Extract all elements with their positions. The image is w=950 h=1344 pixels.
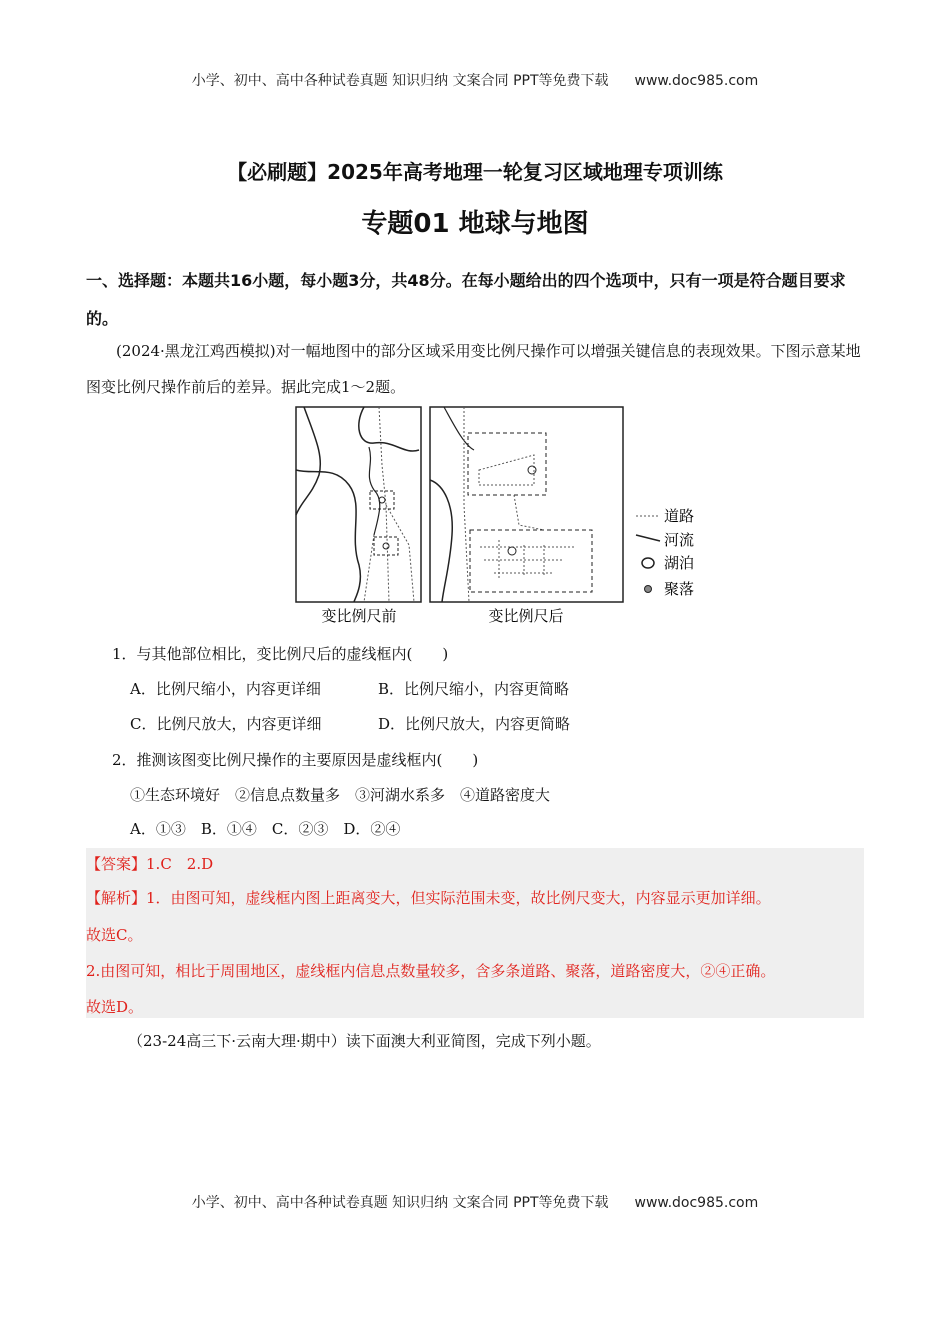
legend-river: 河流: [664, 531, 695, 549]
left-dashed-box-2: [374, 537, 398, 555]
question-1-option-a: A．比例尺缩小，内容更详细: [130, 680, 321, 698]
page-footer: [0, 1192, 950, 1212]
right-river: [444, 407, 474, 450]
right-roads-box2: [480, 540, 574, 580]
question-1-option-b: B．比例尺缩小，内容更简略: [378, 680, 570, 698]
analysis-1: 1．由图可知，虚线框内图上距离变大，但实际范围未变，故比例尺变大，内容显示更加详细。: [146, 889, 771, 907]
settlement-dot-icon: [645, 586, 652, 593]
next-question-intro: （23-24高三下·云南大理·期中）读下面澳大利亚简图，完成下列小题。: [128, 1032, 601, 1050]
left-coast: [296, 470, 360, 602]
legend-settlement: 聚落: [664, 580, 695, 598]
right-roads-box1: [479, 455, 534, 485]
left-road-1: [379, 407, 389, 602]
left-road-3: [364, 535, 374, 602]
analysis-label: 【解析】: [86, 889, 147, 907]
question-1-stem: 1．与其他部位相比，变比例尺后的虚线框内( ): [112, 645, 449, 663]
left-river-1: [296, 407, 320, 515]
map-figure: [294, 405, 714, 627]
answer-line: [86, 852, 864, 876]
right-dashed-box-1: [468, 433, 546, 495]
document-subtitle: 专题01 地球与地图: [361, 209, 589, 239]
legend-road: 道路: [664, 507, 695, 525]
question-2-stem: 2．推测该图变比例尺操作的主要原因是虚线框内( ): [112, 751, 479, 769]
analysis-line-1: [86, 886, 864, 910]
analysis-1-end: 故选C。: [86, 926, 143, 944]
section-heading: 一、选择题：本题共16小题，每小题3分，共48分。在每小题给出的四个选项中，只有一项是符合题目要求的。: [86, 271, 846, 328]
right-settlement-2: [508, 547, 516, 555]
footer-url[interactable]: www.doc985.com: [634, 1195, 759, 1211]
right-coast: [430, 480, 452, 602]
analysis-2: 2.由图可知，相比于周围地区，虚线框内信息点数量较多，含多条道路、聚落，道路密度大，②④正确。: [86, 962, 776, 980]
analysis-2-end: 故选D。: [86, 998, 144, 1016]
right-road-link: [514, 495, 544, 530]
page-header: [0, 70, 950, 90]
right-dashed-box-2: [470, 530, 592, 592]
question-1-option-c: C．比例尺放大，内容更详细: [130, 715, 322, 733]
right-caption: 变比例尺后: [488, 607, 564, 625]
map-figure-svg: [294, 405, 714, 627]
legend-lake: 湖泊: [664, 554, 695, 572]
answer-text: 1.C 2.D: [146, 855, 214, 873]
question-1-option-d: D．比例尺放大，内容更简略: [378, 715, 571, 733]
document-title: 【必刷题】2025年高考地理一轮复习区域地理专项训练: [227, 160, 723, 184]
left-dashed-box-1: [370, 491, 394, 509]
left-caption: 变比例尺前: [321, 607, 397, 625]
left-settlement-2: [383, 543, 389, 549]
left-settlement-1: [379, 497, 385, 503]
river-line-icon: [636, 535, 660, 541]
question-2-options: A．①③ B．①④ C．②③ D．②④: [130, 820, 401, 838]
answer-label: 【答案】: [86, 855, 147, 873]
right-settlement-1: [528, 466, 536, 474]
header-text: 小学、初中、高中各种试卷真题 知识归纳 文案合同 PPT等免费下载: [191, 73, 609, 89]
header-url[interactable]: www.doc985.com: [634, 73, 759, 89]
left-road-2: [386, 505, 414, 602]
question-2-items: ①生态环境好 ②信息点数量多 ③河湖水系多 ④道路密度大: [130, 786, 551, 804]
question-intro: (2024·黑龙江鸡西模拟)对一幅地图中的部分区域采用变比例尺操作可以增强关键信息的表现效果。下图示意某地图变比例尺操作前后的差异。据此完成1～2题。: [86, 342, 861, 396]
left-river-2: [359, 407, 419, 451]
lake-ellipse-icon: [642, 558, 654, 568]
footer-text: 小学、初中、高中各种试卷真题 知识归纳 文案合同 PPT等免费下载: [191, 1195, 609, 1211]
